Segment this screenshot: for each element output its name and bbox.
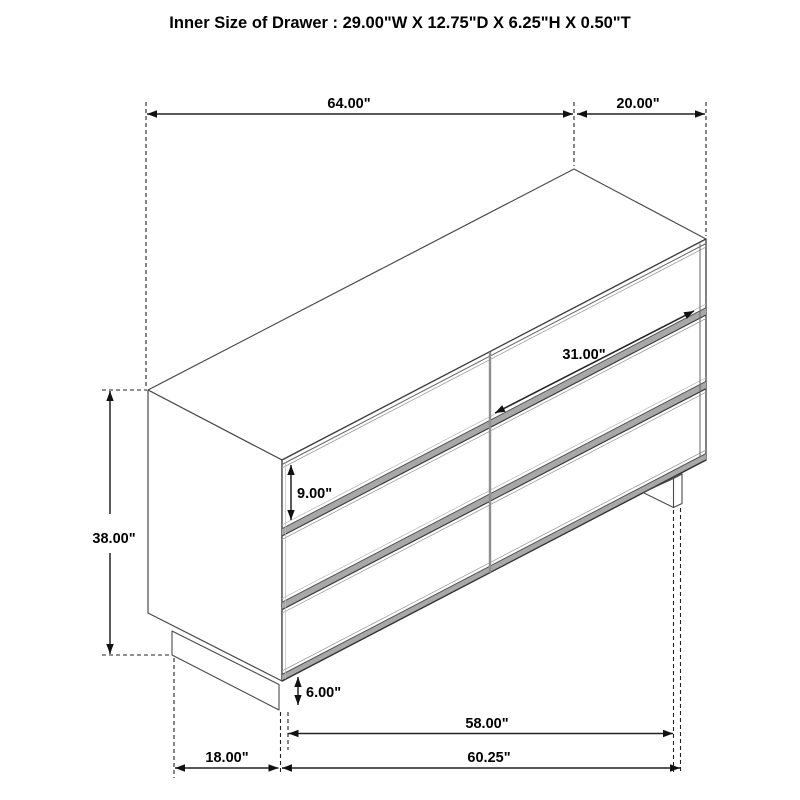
base-right-bottom-edge xyxy=(643,493,674,508)
dimension-overall-height xyxy=(92,391,135,654)
dimension-base-depth xyxy=(175,750,279,768)
dimension-top-width xyxy=(147,96,573,114)
dimension-overall-length xyxy=(282,750,680,768)
overall-length-label: 60.25" xyxy=(467,750,511,766)
top-width-label: 64.00" xyxy=(327,96,371,112)
dimension-top-depth xyxy=(577,96,705,114)
dimension-base-length xyxy=(289,716,674,734)
drawer-height-label: 9.00" xyxy=(297,486,333,502)
top-depth-label: 20.00" xyxy=(616,96,660,112)
overall-height-label: 38.00" xyxy=(92,531,136,547)
page-title: Inner Size of Drawer : 29.00"W X 12.75"D X 6.25"H X 0.50"T xyxy=(169,14,631,32)
base-leg-right xyxy=(674,474,683,508)
base-height-label: 6.00" xyxy=(306,685,342,701)
drawer-width-label: 31.00" xyxy=(562,347,606,363)
dresser-drawing xyxy=(148,169,706,710)
dimension-base-height xyxy=(298,677,341,705)
base-depth-label: 18.00" xyxy=(205,750,249,766)
base-length-label: 58.00" xyxy=(465,716,509,732)
